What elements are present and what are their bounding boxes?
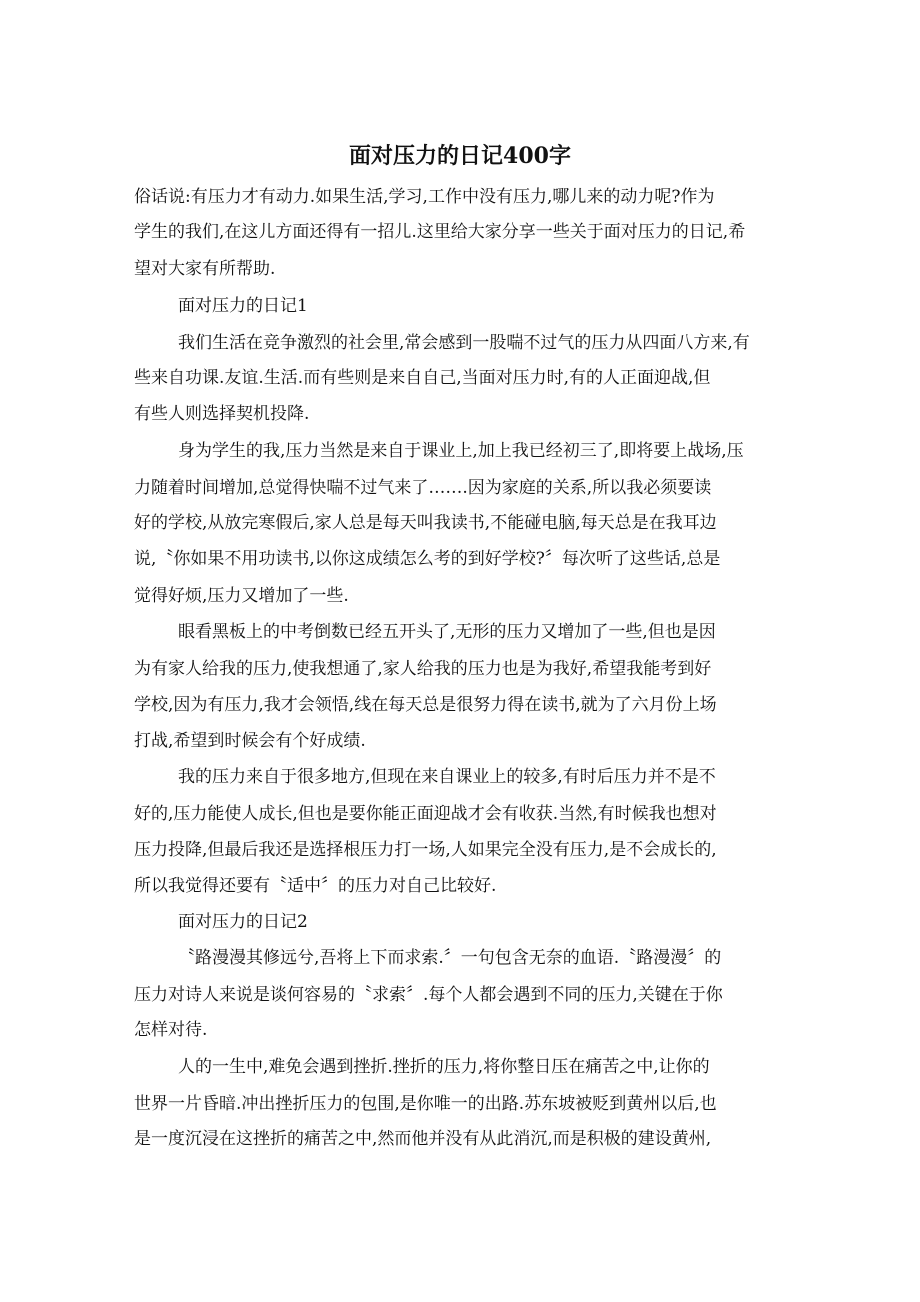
paragraph-line: 所以我觉得还要有〝适中〞的压力对自己比较好. (134, 876, 497, 896)
paragraph-line: 说,〝你如果不用功读书,以你这成绩怎么考的到好学校?〞每次听了这些话,总是 (134, 549, 721, 569)
paragraph-line: 好的,压力能使人成长,但也是要你能正面迎战才会有收获.当然,有时候我也想对 (134, 804, 717, 824)
paragraph-line: 为有家人给我的压力,使我想通了,家人给我的压力也是为我好,希望我能考到好 (134, 659, 712, 679)
paragraph-line: 觉得好烦,压力又增加了一些. (134, 586, 349, 606)
section-heading: 面对压力的日记1 (178, 296, 308, 316)
section-heading: 面对压力的日记2 (178, 912, 308, 932)
paragraph-line: 打战,希望到时候会有个好成绩. (134, 731, 366, 751)
paragraph-line: 压力投降,但最后我还是选择根压力打一场,人如果完全没有压力,是不会成长的, (134, 840, 717, 860)
paragraph-line: 眼看黑板上的中考倒数已经五开头了,无形的压力又增加了一些,但也是因 (178, 622, 716, 642)
paragraph-line: 怎样对待. (134, 1020, 208, 1040)
document-title: 面对压力的日记400字 (349, 143, 571, 169)
paragraph-line: 人的一生中,难免会遇到挫折.挫折的压力,将你整日压在痛苦之中,让你的 (178, 1057, 710, 1077)
paragraph-line: 力随着时间增加,总觉得快喘不过气来了…….因为家庭的关系,所以我必须要读 (134, 478, 712, 498)
paragraph-line: 我们生活在竞争激烈的社会里,常会感到一股喘不过气的压力从四面八方来,有 (178, 333, 750, 353)
paragraph-line: 〝路漫漫其修远兮,吾将上下而求索.〞一句包含无奈的血语.〝路漫漫〞的 (178, 948, 722, 968)
paragraph-line: 望对大家有所帮助. (134, 259, 276, 279)
paragraph-line: 有些人则选择契机投降. (134, 404, 310, 424)
paragraph-line: 是一度沉浸在这挫折的痛苦之中,然而他并没有从此消沉,而是积极的建设黄州, (134, 1129, 712, 1149)
paragraph-line: 我的压力来自于很多地方,但现在来自课业上的较多,有时后压力并不是不 (178, 767, 716, 787)
paragraph-line: 学校,因为有压力,我才会领悟,线在每天总是很努力得在读书,就为了六月份上场 (134, 695, 717, 715)
paragraph-line: 俗话说:有压力才有动力.如果生活,学习,工作中没有压力,哪儿来的动力呢?作为 (134, 187, 715, 207)
paragraph-line: 身为学生的我,压力当然是来自于课业上,加上我已经初三了,即将要上战场,压 (178, 441, 744, 461)
paragraph-line: 世界一片昏暗.冲出挫折压力的包围,是你唯一的出路.苏东坡被贬到黄州以后,也 (134, 1094, 717, 1114)
paragraph-line: 学生的我们,在这儿方面还得有一招儿.这里给大家分享一些关于面对压力的日记,希 (134, 222, 746, 242)
paragraph-line: 压力对诗人来说是谈何容易的〝求索〞.每个人都会遇到不同的压力,关键在于你 (134, 985, 723, 1005)
paragraph-line: 好的学校,从放完寒假后,家人总是每天叫我读书,不能碰电脑,每天总是在我耳边 (134, 513, 717, 533)
paragraph-line: 些来自功课.友谊.生活.而有些则是来自自己,当面对压力时,有的人正面迎战,但 (134, 368, 711, 388)
